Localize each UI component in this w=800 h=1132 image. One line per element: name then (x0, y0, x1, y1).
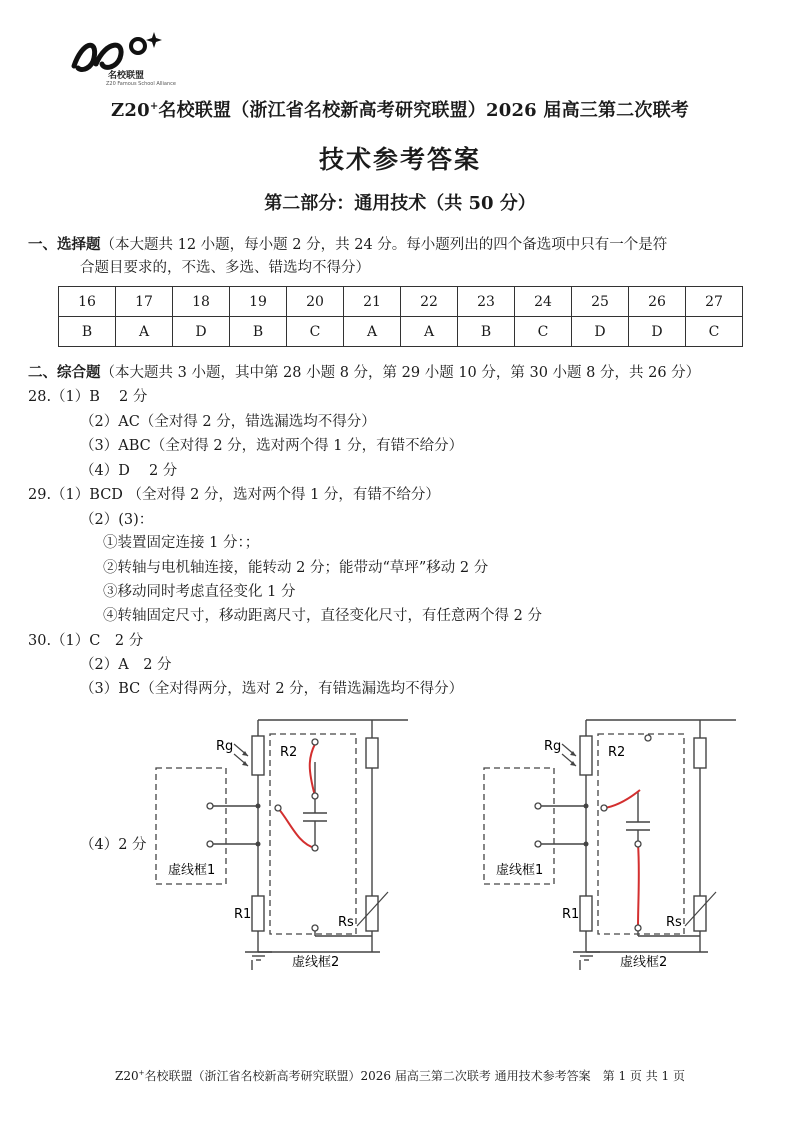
q30-line1: 30.（1）C 2 分 (28, 633, 144, 649)
table-cell: 26 (629, 287, 686, 317)
label-box1: 虚线框1 (496, 863, 544, 878)
table-cell: 22 (401, 287, 458, 317)
q29-line1: 29.（1）BCD （全对得 2 分，选对两个得 1 分，有错不给分） (28, 487, 440, 503)
table-cell: 19 (230, 287, 287, 317)
q29-line5: ③移动同时考虑直径变化 1 分 (103, 584, 296, 600)
part-title: 第二部分：通用技术（共 50 分） (264, 193, 536, 214)
table-cell: A (401, 317, 458, 347)
header-prefix: Z20 (111, 100, 150, 121)
q30-line2: （2）A 2 分 (80, 657, 172, 673)
table-cell: B (230, 317, 287, 347)
logo-subtext: Z20 Famous School Alliance (106, 81, 176, 87)
section1-desc-line1: （本大题共 12 小题，每小题 2 分，共 24 分。每小题列出的四个备选项中只有一个是符 (100, 237, 668, 253)
footer-plus: + (138, 1069, 145, 1077)
table-cell: D (572, 317, 629, 347)
section1-line1 (28, 233, 667, 254)
table-cell: 27 (686, 287, 743, 317)
q29-line3: ①装置固定连接 1 分：； (103, 535, 260, 551)
q29-line4: ②转轴与电机轴连接，能转动 2 分；能带动“草坪”移动 2 分 (103, 560, 489, 576)
section1-desc-line2: 合题目要求的，不选、多选、错选均不得分） (80, 260, 370, 276)
footer-prefix: Z20 (115, 1069, 139, 1083)
q30-line3: （3）BC（全对得两分，选对 2 分，有错选漏选均不得分） (80, 681, 464, 697)
section2-desc: （本大题共 3 小题，其中第 28 小题 8 分，第 29 小题 10 分，第 30 小题 8 分，共 26 分） (100, 365, 701, 381)
table-row-answers (59, 317, 743, 347)
q28-line4: （4）D 2 分 (80, 463, 178, 479)
table-cell: C (287, 317, 344, 347)
q28-line3: （3）ABC（全对得 2 分，选对两个得 1 分，有错不给分） (80, 438, 464, 454)
table-row-numbers (59, 287, 743, 317)
page-footer (0, 1067, 800, 1084)
q28-line1: 28.（1）B 2 分 (28, 389, 148, 405)
label-box2: 虚线框2 (292, 955, 340, 970)
label-box2: 虚线框2 (620, 955, 668, 970)
header-plus: + (149, 101, 159, 112)
label-rs: Rs (666, 915, 682, 930)
table-cell: 23 (458, 287, 515, 317)
document-title: 技术参考答案 (318, 145, 481, 174)
table-cell: B (59, 317, 116, 347)
label-r1: R1 (234, 907, 252, 922)
label-rg: Rg (544, 739, 562, 754)
label-rs: Rs (338, 915, 354, 930)
table-cell: 21 (344, 287, 401, 317)
table-cell: 24 (515, 287, 572, 317)
logo-text: 名校联盟 (108, 71, 145, 81)
q29-line6: ④转轴固定尺寸，移动距离尺寸，直径变化尺寸，有任意两个得 2 分 (103, 608, 542, 624)
table-cell: A (116, 317, 173, 347)
q29-line2: （2）(3)： (80, 512, 154, 528)
table-cell: A (344, 317, 401, 347)
answer-table (58, 286, 743, 347)
section1-heading: 一、选择题 (28, 236, 101, 253)
circuit-diagram-right (478, 712, 738, 972)
table-cell: C (515, 317, 572, 347)
alliance-logo (68, 28, 176, 90)
table-cell: 17 (116, 287, 173, 317)
label-r2: R2 (280, 745, 298, 760)
section2-heading: 二、综合题 (28, 364, 101, 381)
label-box1: 虚线框1 (168, 863, 216, 878)
footer-text: 名校联盟（浙江省名校新高考研究联盟）2026 届高三第二次联考 通用技术参考答案 第 1 页 共 1 页 (144, 1069, 685, 1083)
exam-header-title (0, 96, 800, 122)
section2-line (28, 361, 700, 382)
table-cell: B (458, 317, 515, 347)
table-cell: D (629, 317, 686, 347)
table-cell: 25 (572, 287, 629, 317)
q28-line2: （2）AC（全对得 2 分，错选漏选均不得分） (80, 414, 376, 430)
header-title-rest: 名校联盟（浙江省名校新高考研究联盟）2026 届高三第二次联考 (158, 100, 689, 121)
label-r2: R2 (608, 745, 626, 760)
table-cell: D (173, 317, 230, 347)
q30-line4: （4）2 分 (80, 837, 147, 853)
table-cell: 18 (173, 287, 230, 317)
table-cell: 20 (287, 287, 344, 317)
table-cell: 16 (59, 287, 116, 317)
circuit-diagram-left (150, 712, 410, 972)
table-cell: C (686, 317, 743, 347)
label-r1: R1 (562, 907, 580, 922)
label-rg: Rg (216, 739, 234, 754)
